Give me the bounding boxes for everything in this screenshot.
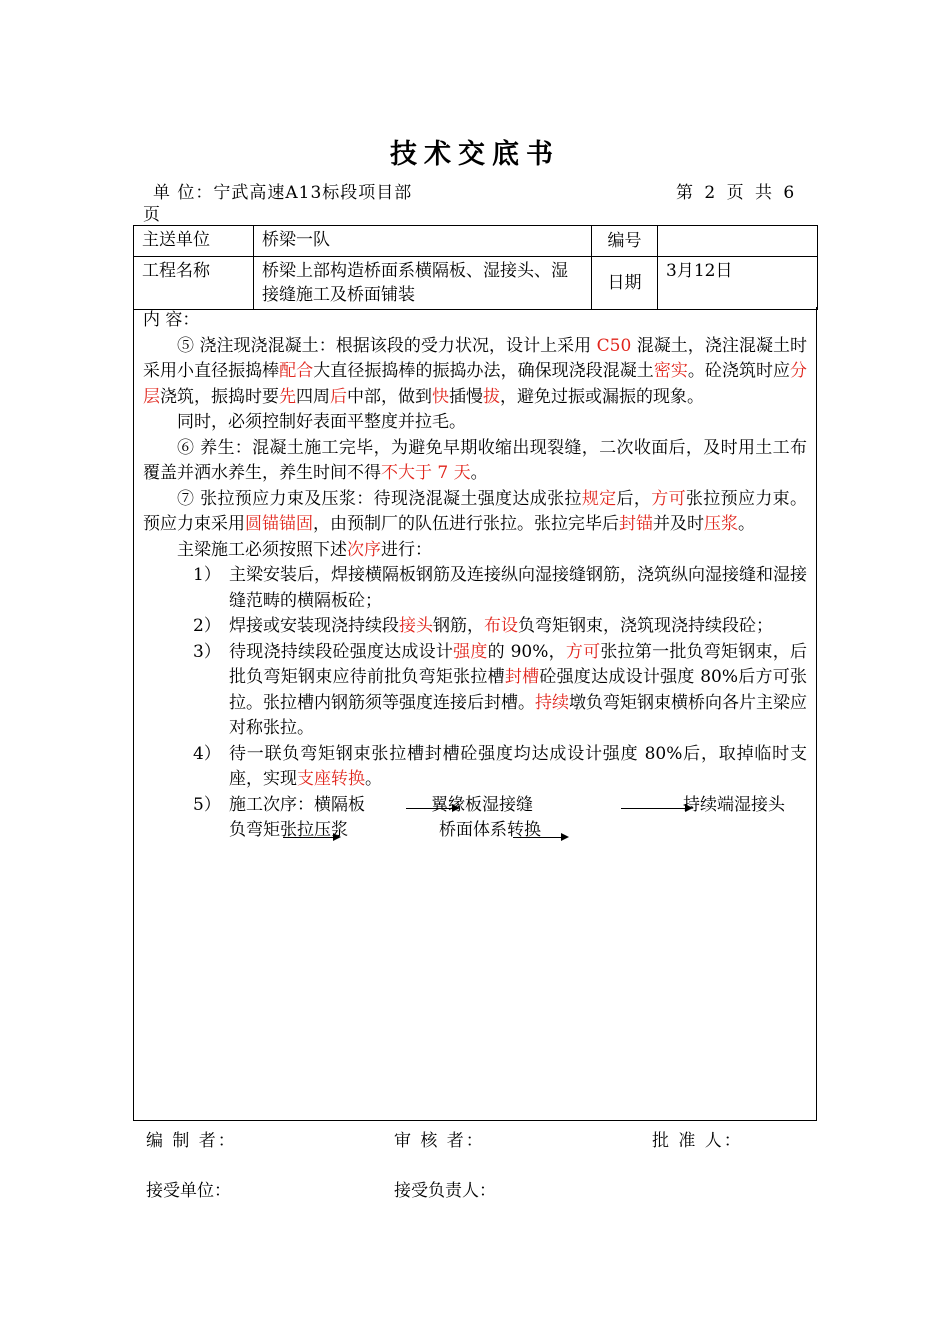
sequence-step-4: 负弯矩张拉压浆 (229, 820, 348, 840)
page-indicator-wrap: 页 (143, 205, 160, 225)
paragraph-pouring: ⑤ 浇注现浇混凝土：根据该段的受力状况，设计上采用 C50 混凝土，浇注混凝土时采用小直径振捣棒配合大直径振捣棒的振捣办法，确保现浇段混凝土密实。砼浇筑时应分层浇筑，振捣时要先四周后中部，做到快插慢拔，避免过振或漏振的现象。 (143, 335, 808, 407)
paragraph-finish: 同时，必须控制好表面平整度并拉毛。 (177, 412, 466, 432)
list-item: 4） 待一联负弯矩钢束张拉槽封槽砼强度均达成设计强度 80%后，取掉临时支座，实现支座转换。 (193, 743, 807, 789)
project-value: 桥梁上部构造桥面系横隔板、湿接头、湿接缝施工及桥面铺装 (254, 257, 592, 310)
arrow-icon (283, 837, 339, 838)
sender-label: 主送单位 (134, 226, 254, 257)
compiler-label: 编 制 者： (146, 1131, 237, 1151)
paragraph-curing: ⑥ 养生：混凝土施工完毕，为避免早期收缩出现裂缝，二次收面后，及时用土工布覆盖并洒水养生，养生时间不得不大于 7 天。 (143, 437, 807, 483)
list-item: 3） 待现浇持续段砼强度达成设计强度的 90%，方可张拉第一批负弯矩钢束，后批负弯矩钢束应待前批负弯矩张拉槽封槽砼强度达成设计强度 80%后方可张拉。张拉槽内钢筋须等强度连接后封槽。持续墩负弯矩钢束横桥向各片主梁应对称张拉。 (193, 641, 808, 738)
sequence-step-5: 桥面体系转换 (439, 820, 541, 840)
list-item: 2） 焊接或安装现浇持续段接头钢筋，布设负弯矩钢束，浇筑现浇持续段砼； (193, 616, 773, 636)
header-table (133, 225, 818, 310)
receiver-unit-label: 接受单位： (146, 1181, 231, 1201)
paragraph-tensioning: ⑦ 张拉预应力束及压浆：待现浇混凝土强度达成张拉规定后，方可张拉预应力束。预应力束采用圆锚锚固，由预制厂的队伍进行张拉。张拉完毕后封锚并及时压浆。 (143, 488, 808, 534)
page-indicator: 第 2 页 共 6 (676, 183, 798, 203)
sequence-row-2 (143, 818, 807, 844)
number-value (658, 226, 818, 257)
date-value: 3月12日 (658, 257, 818, 310)
sequence-step-1: 施工次序：横隔板 (229, 794, 365, 815)
unit-line: 单 位：宁武高速A13标段项目部 (153, 183, 413, 203)
list-item: 1） 主梁安装后，焊接横隔板钢筋及连接纵向湿接缝钢筋，浇筑纵向湿接缝和湿接缝范畴的横隔板砼； (193, 565, 807, 611)
number-label: 编号 (592, 226, 658, 257)
arrow-icon (621, 808, 691, 809)
document-title: 技术交底书 (390, 139, 560, 170)
date-label: 日期 (592, 257, 658, 310)
content-heading: 内 容： (143, 310, 200, 330)
approver-label: 批 准 人： (652, 1131, 743, 1151)
sequence-step-3: 持续端湿接头 (683, 794, 785, 815)
sequence-step-2: 翼缘板湿接缝 (431, 794, 533, 815)
receiver-person-label: 接受负责人： (394, 1181, 496, 1201)
content-body (143, 308, 807, 844)
arrow-icon (513, 837, 567, 838)
arrow-icon (406, 808, 458, 809)
project-label: 工程名称 (134, 257, 254, 310)
sender-value: 桥梁一队 (254, 226, 592, 257)
sequence-num: 5） (193, 794, 221, 815)
paragraph-sequence-intro: 主梁施工必须按照下述次序进行： (177, 539, 432, 560)
reviewer-label: 审 核 者： (394, 1131, 485, 1151)
sequence-row-1 (143, 793, 807, 819)
